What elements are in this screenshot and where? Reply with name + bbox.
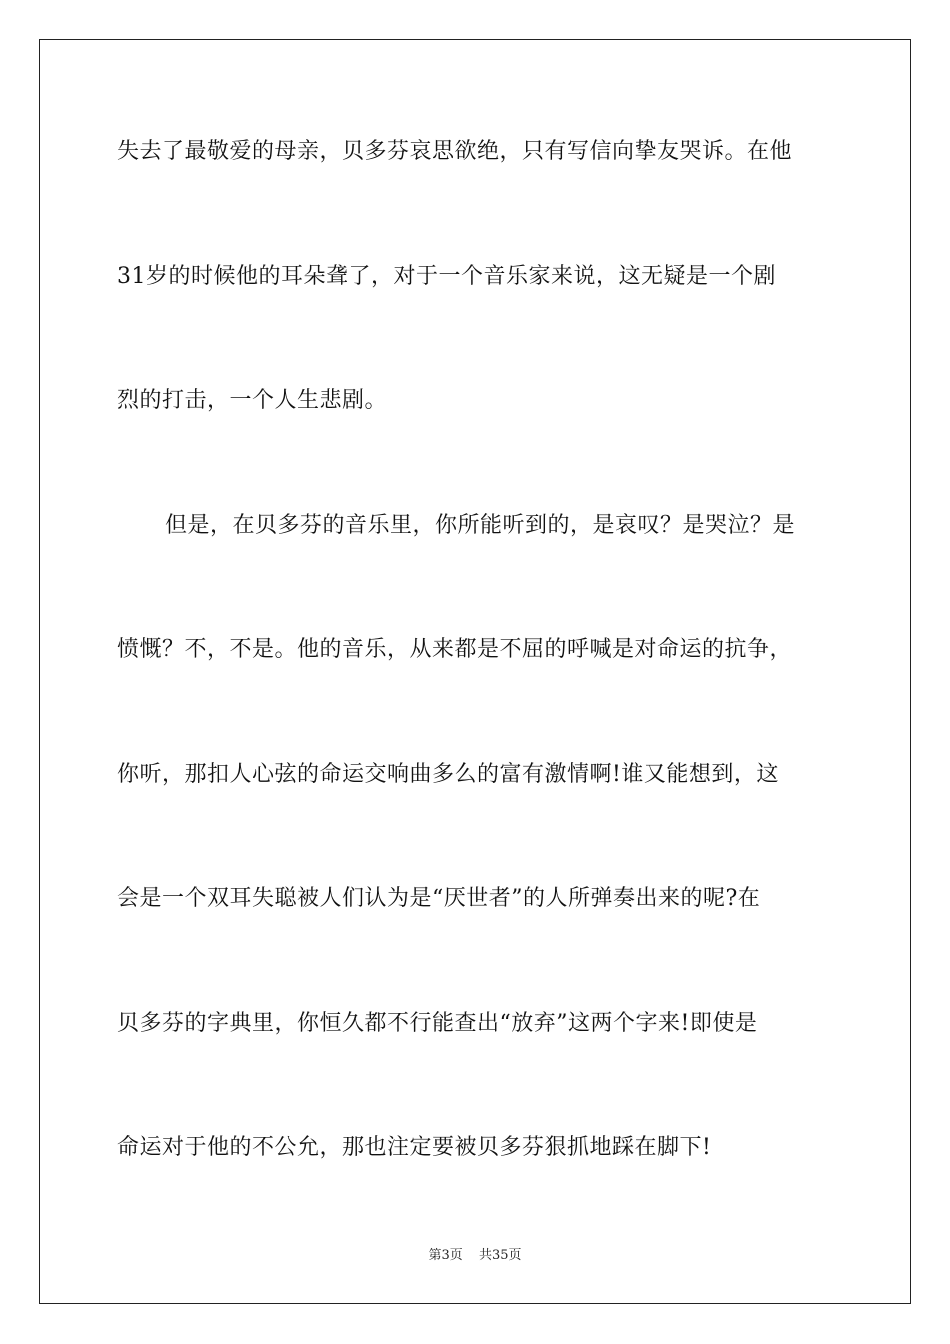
text-line-9: 命运对于他的不公允，那也注定要被贝多芬狠抓地踩在脚下!: [117, 1135, 712, 1160]
text-line-5: 愤慨？不，不是。他的音乐，从来都是不屈的呼喊是对命运的抗争，: [117, 637, 793, 662]
page-frame: [39, 39, 911, 1304]
text-line-7: 会是一个双耳失聪被人们认为是“厌世者”的人所弹奏出来的呢?在: [117, 886, 761, 911]
text-line-6: 你听，那扣人心弦的命运交响曲多么的富有激情啊!谁又能想到，这: [117, 762, 779, 787]
page-total: 共35页: [478, 1248, 522, 1263]
text-line-8: 贝多芬的字典里，你恒久都不行能查出“放弃”这两个字来!即使是: [117, 1011, 758, 1036]
text-line-3: 烈的打击，一个人生悲剧。: [117, 388, 388, 413]
page-number: 第3页: [428, 1248, 463, 1263]
text-line-1: 失去了最敬爱的母亲，贝多芬哀思欲绝，只有写信向挚友哭诉。在他: [117, 139, 793, 164]
paragraph-start-line: 但是，在贝多芬的音乐里，你所能听到的，是哀叹？是哭泣？是: [165, 513, 796, 538]
text-line-2: 31岁的时候他的耳朵聋了，对于一个音乐家来说，这无疑是一个剧: [117, 264, 776, 289]
page-footer: [0, 1248, 950, 1264]
